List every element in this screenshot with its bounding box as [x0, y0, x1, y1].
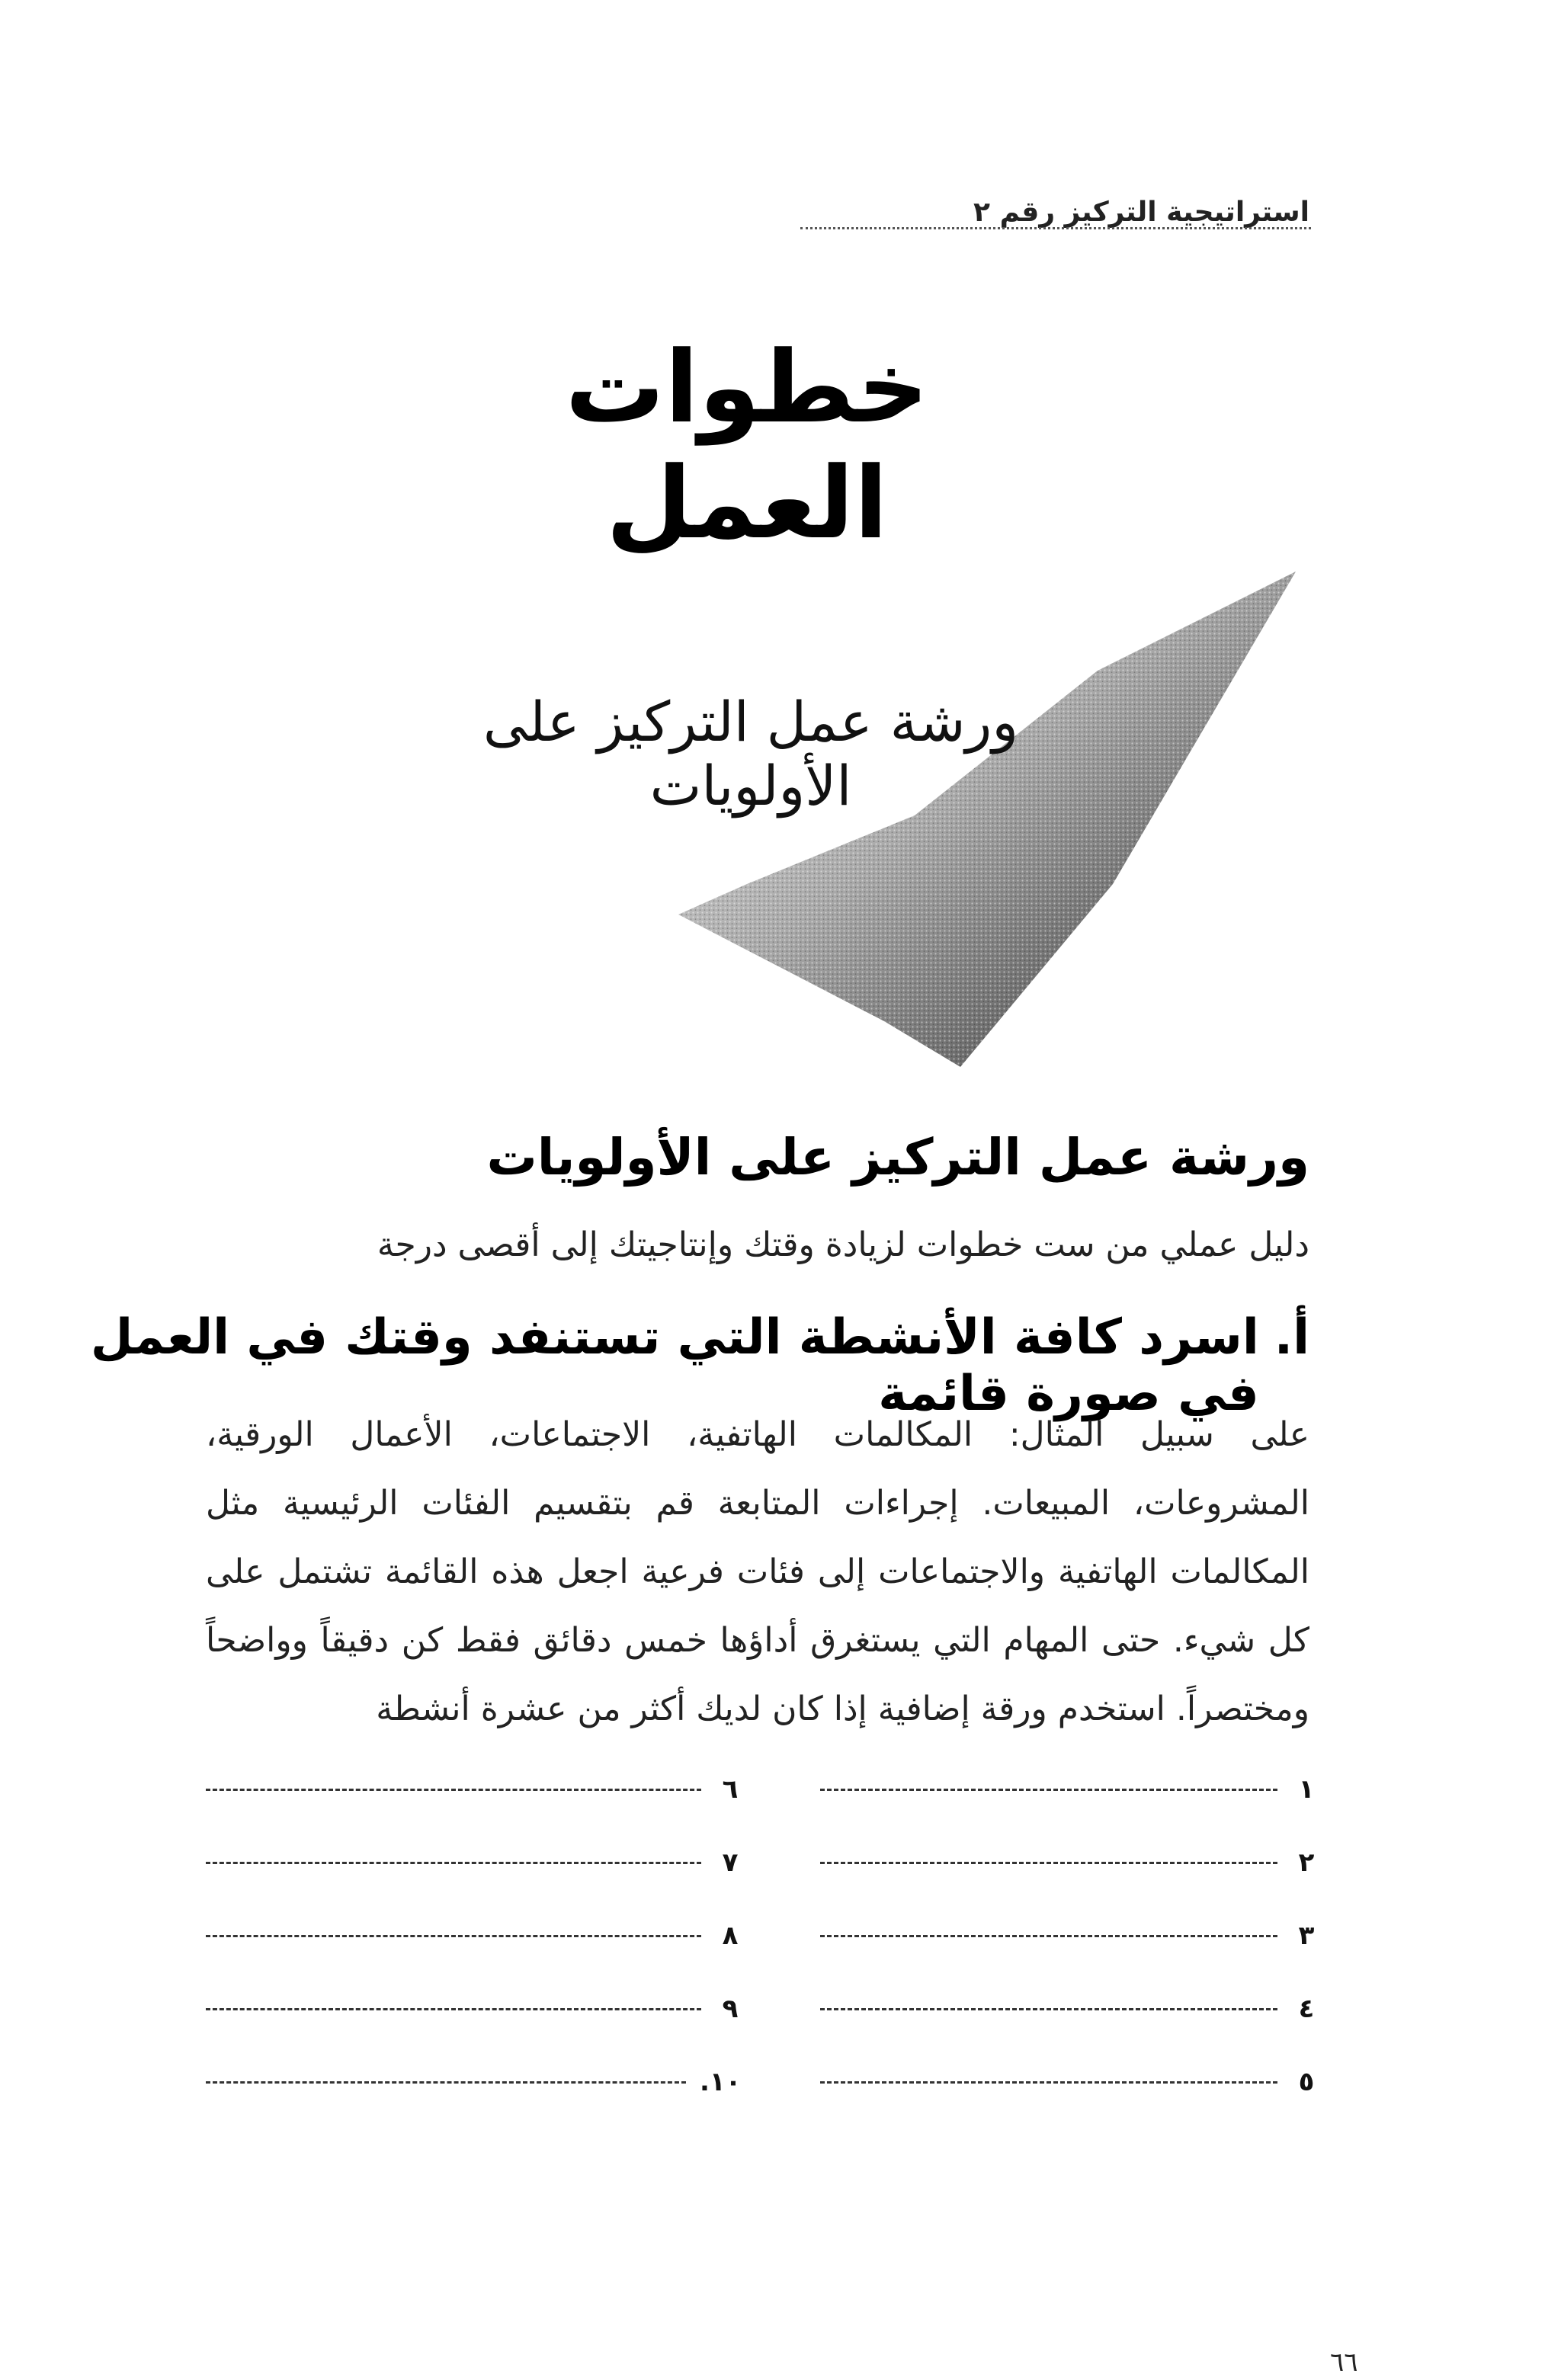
section-heading: ورشة عمل التركيز على الأولويات [486, 1128, 1309, 1187]
list-number: ٩ [722, 1994, 739, 2024]
list-item [206, 2067, 742, 2097]
section-intro: دليل عملي من ست خطوات لزيادة وقتك وإنتاجيتك إلى أقصى درجة [377, 1225, 1309, 1264]
list-number: ٨ [722, 1920, 739, 1951]
list-number: ٤ [1298, 1994, 1315, 2024]
page-number: ٦٦ [1330, 2347, 1358, 2378]
banner-label: ورشة عمل التركيز على الأولويات [482, 690, 1019, 818]
list-item [820, 1774, 1322, 1805]
running-header: استراتيجية التركيز رقم ٢ [973, 197, 1309, 228]
list-number: ٥ [1298, 2067, 1315, 2097]
blank-line [206, 2008, 701, 2010]
blank-line [820, 2008, 1277, 2010]
step-marker: أ. [1274, 1309, 1309, 1366]
step-heading-text: اسرد كافة الأنشطة التي تستنفد وقتك في العمل في صورة قائمة [90, 1309, 1259, 1422]
list-number: ٣ [1298, 1920, 1315, 1951]
list-item [820, 1920, 1322, 1951]
blank-line [820, 1862, 1277, 1864]
header-divider [800, 227, 1311, 229]
list-number: ٢ [1298, 1847, 1315, 1878]
list-item [206, 1847, 745, 1878]
list-number: ٧ [722, 1847, 739, 1878]
blank-line [820, 1789, 1277, 1791]
list-item [206, 1774, 745, 1805]
list-item [820, 1994, 1322, 2024]
blank-line [206, 1935, 701, 1937]
list-number: .١٠ [700, 2067, 742, 2097]
list-item [206, 1920, 745, 1951]
blank-line [206, 2081, 686, 2084]
list-number: ٦ [722, 1774, 739, 1805]
list-item [206, 1994, 745, 2024]
blank-line [820, 2081, 1277, 2084]
blank-line [206, 1789, 701, 1791]
list-item [820, 2067, 1322, 2097]
chapter-title: خطوات العمل [565, 329, 929, 561]
list-number: ١ [1298, 1774, 1315, 1805]
blank-line [206, 1862, 701, 1864]
step-paragraph: على سبيل المثال: المكالمات الهاتفية، الاجتماعات، الأعمال الورقية، المشروعات، المبيعات. إجراءات المتابعة قم بتقسيم الفئات الرئيسية مثل المكالمات الهاتفية والاجتماعات إلى فئات فرعية اجعل هذه القائمة تشتمل على كل شيء. حتى المهام التي يستغرق أداؤها خمس دقائق فقط كن دقيقاً وواضحاً ومختصراً. استخدم ورقة إضافية إذا كان لديك أكثر من عشرة أنشطة [206, 1415, 1309, 1728]
list-item [820, 1847, 1322, 1878]
blank-line [820, 1935, 1277, 1937]
